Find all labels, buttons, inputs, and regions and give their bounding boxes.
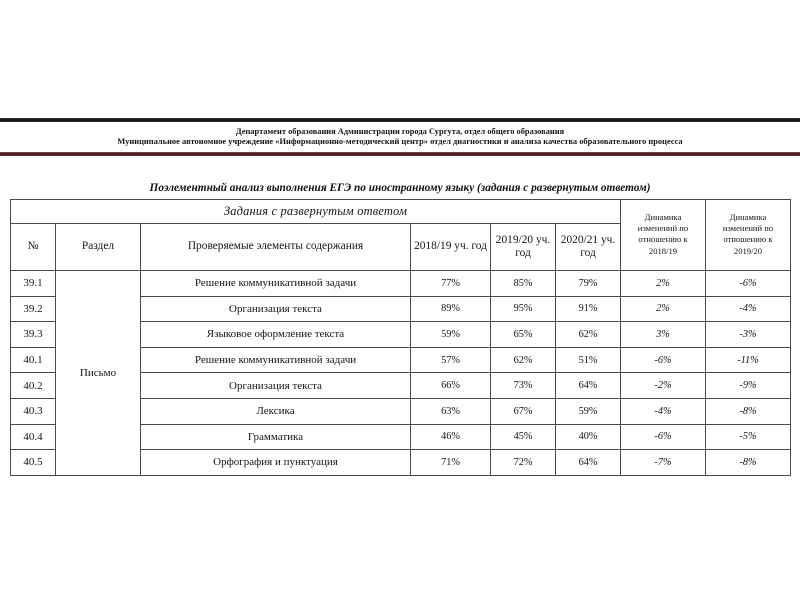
row-year-2018-19: 63% — [411, 398, 491, 424]
row-year-2018-19: 46% — [411, 424, 491, 450]
table-header — [11, 200, 791, 271]
row-number: 39.2 — [11, 296, 56, 322]
row-dynamics-2018: -6% — [621, 347, 706, 373]
row-dynamics-2018: 2% — [621, 271, 706, 297]
row-year-2018-19: 89% — [411, 296, 491, 322]
row-dynamics-2018: -2% — [621, 373, 706, 399]
header-year-2020-21: 2020/21 уч. год — [556, 224, 621, 271]
row-year-2018-19: 66% — [411, 373, 491, 399]
row-year-2019-20: 67% — [491, 398, 556, 424]
row-number: 40.4 — [11, 424, 56, 450]
row-section: Письмо — [56, 271, 141, 476]
row-dynamics-2018: -7% — [621, 450, 706, 476]
analysis-table-container — [10, 199, 790, 476]
row-dynamics-2018: -4% — [621, 398, 706, 424]
row-year-2020-21: 62% — [556, 322, 621, 348]
letterhead-line-2: Муниципальное автономное учреждение «Информационно-методический центр» отдел диагностики и анализа качества образовательного процесса — [117, 137, 683, 147]
header-dynamics-2018-label: Динамика изменений по отношению к 2018/19 — [637, 212, 689, 256]
row-number: 40.1 — [11, 347, 56, 373]
row-year-2020-21: 79% — [556, 271, 621, 297]
row-number: 39.1 — [11, 271, 56, 297]
header-section: Раздел — [56, 224, 141, 271]
row-year-2018-19: 71% — [411, 450, 491, 476]
header-element: Проверяемые элементы содержания — [141, 224, 411, 271]
row-year-2020-21: 64% — [556, 450, 621, 476]
row-year-2020-21: 91% — [556, 296, 621, 322]
header-dynamics-2019 — [706, 200, 791, 271]
row-dynamics-2019: -8% — [706, 450, 791, 476]
header-dynamics-2019-label: Динамика изменений по отношению к 2019/20 — [722, 212, 774, 256]
row-dynamics-2019: -3% — [706, 322, 791, 348]
row-year-2020-21: 40% — [556, 424, 621, 450]
row-year-2020-21: 64% — [556, 373, 621, 399]
letterhead-bottom-rule — [0, 152, 800, 156]
row-year-2018-19: 59% — [411, 322, 491, 348]
row-year-2018-19: 57% — [411, 347, 491, 373]
row-element: Грамматика — [141, 424, 411, 450]
row-element: Лексика — [141, 398, 411, 424]
row-year-2019-20: 95% — [491, 296, 556, 322]
table-body — [11, 271, 791, 476]
row-dynamics-2019: -11% — [706, 347, 791, 373]
letterhead-org-lines — [0, 122, 800, 150]
row-year-2019-20: 73% — [491, 373, 556, 399]
row-dynamics-2018: 2% — [621, 296, 706, 322]
header-dynamics-2018 — [621, 200, 706, 271]
row-year-2020-21: 51% — [556, 347, 621, 373]
row-dynamics-2018: 3% — [621, 322, 706, 348]
header-number: № — [11, 224, 56, 271]
row-year-2019-20: 45% — [491, 424, 556, 450]
analysis-table — [10, 199, 791, 476]
table-banner-row — [11, 200, 791, 224]
row-dynamics-2019: -4% — [706, 296, 791, 322]
row-element: Организация текста — [141, 373, 411, 399]
row-number: 40.2 — [11, 373, 56, 399]
row-dynamics-2019: -9% — [706, 373, 791, 399]
row-element: Решение коммуникативной задачи — [141, 271, 411, 297]
row-dynamics-2019: -5% — [706, 424, 791, 450]
row-element: Решение коммуникативной задачи — [141, 347, 411, 373]
row-year-2019-20: 85% — [491, 271, 556, 297]
row-dynamics-2019: -6% — [706, 271, 791, 297]
row-number: 40.3 — [11, 398, 56, 424]
row-dynamics-2019: -8% — [706, 398, 791, 424]
row-number: 39.3 — [11, 322, 56, 348]
row-element: Языковое оформление текста — [141, 322, 411, 348]
table-banner-label: Задания с развернутым ответом — [11, 200, 621, 224]
row-number: 40.5 — [11, 450, 56, 476]
letterhead — [0, 118, 800, 156]
row-year-2018-19: 77% — [411, 271, 491, 297]
row-element: Организация текста — [141, 296, 411, 322]
page-title: Поэлементный анализ выполнения ЕГЭ по иностранному языку (задания с развернутым ответом) — [149, 182, 651, 194]
header-year-2019-20: 2019/20 уч. год — [491, 224, 556, 271]
row-element: Орфография и пунктуация — [141, 450, 411, 476]
header-year-2018-19: 2018/19 уч. год — [411, 224, 491, 271]
table-row — [11, 271, 791, 297]
row-year-2019-20: 72% — [491, 450, 556, 476]
row-year-2019-20: 65% — [491, 322, 556, 348]
letterhead-line-1: Департамент образования Администрации города Сургута, отдел общего образования — [235, 127, 565, 136]
row-year-2020-21: 59% — [556, 398, 621, 424]
row-dynamics-2018: -6% — [621, 424, 706, 450]
row-year-2019-20: 62% — [491, 347, 556, 373]
